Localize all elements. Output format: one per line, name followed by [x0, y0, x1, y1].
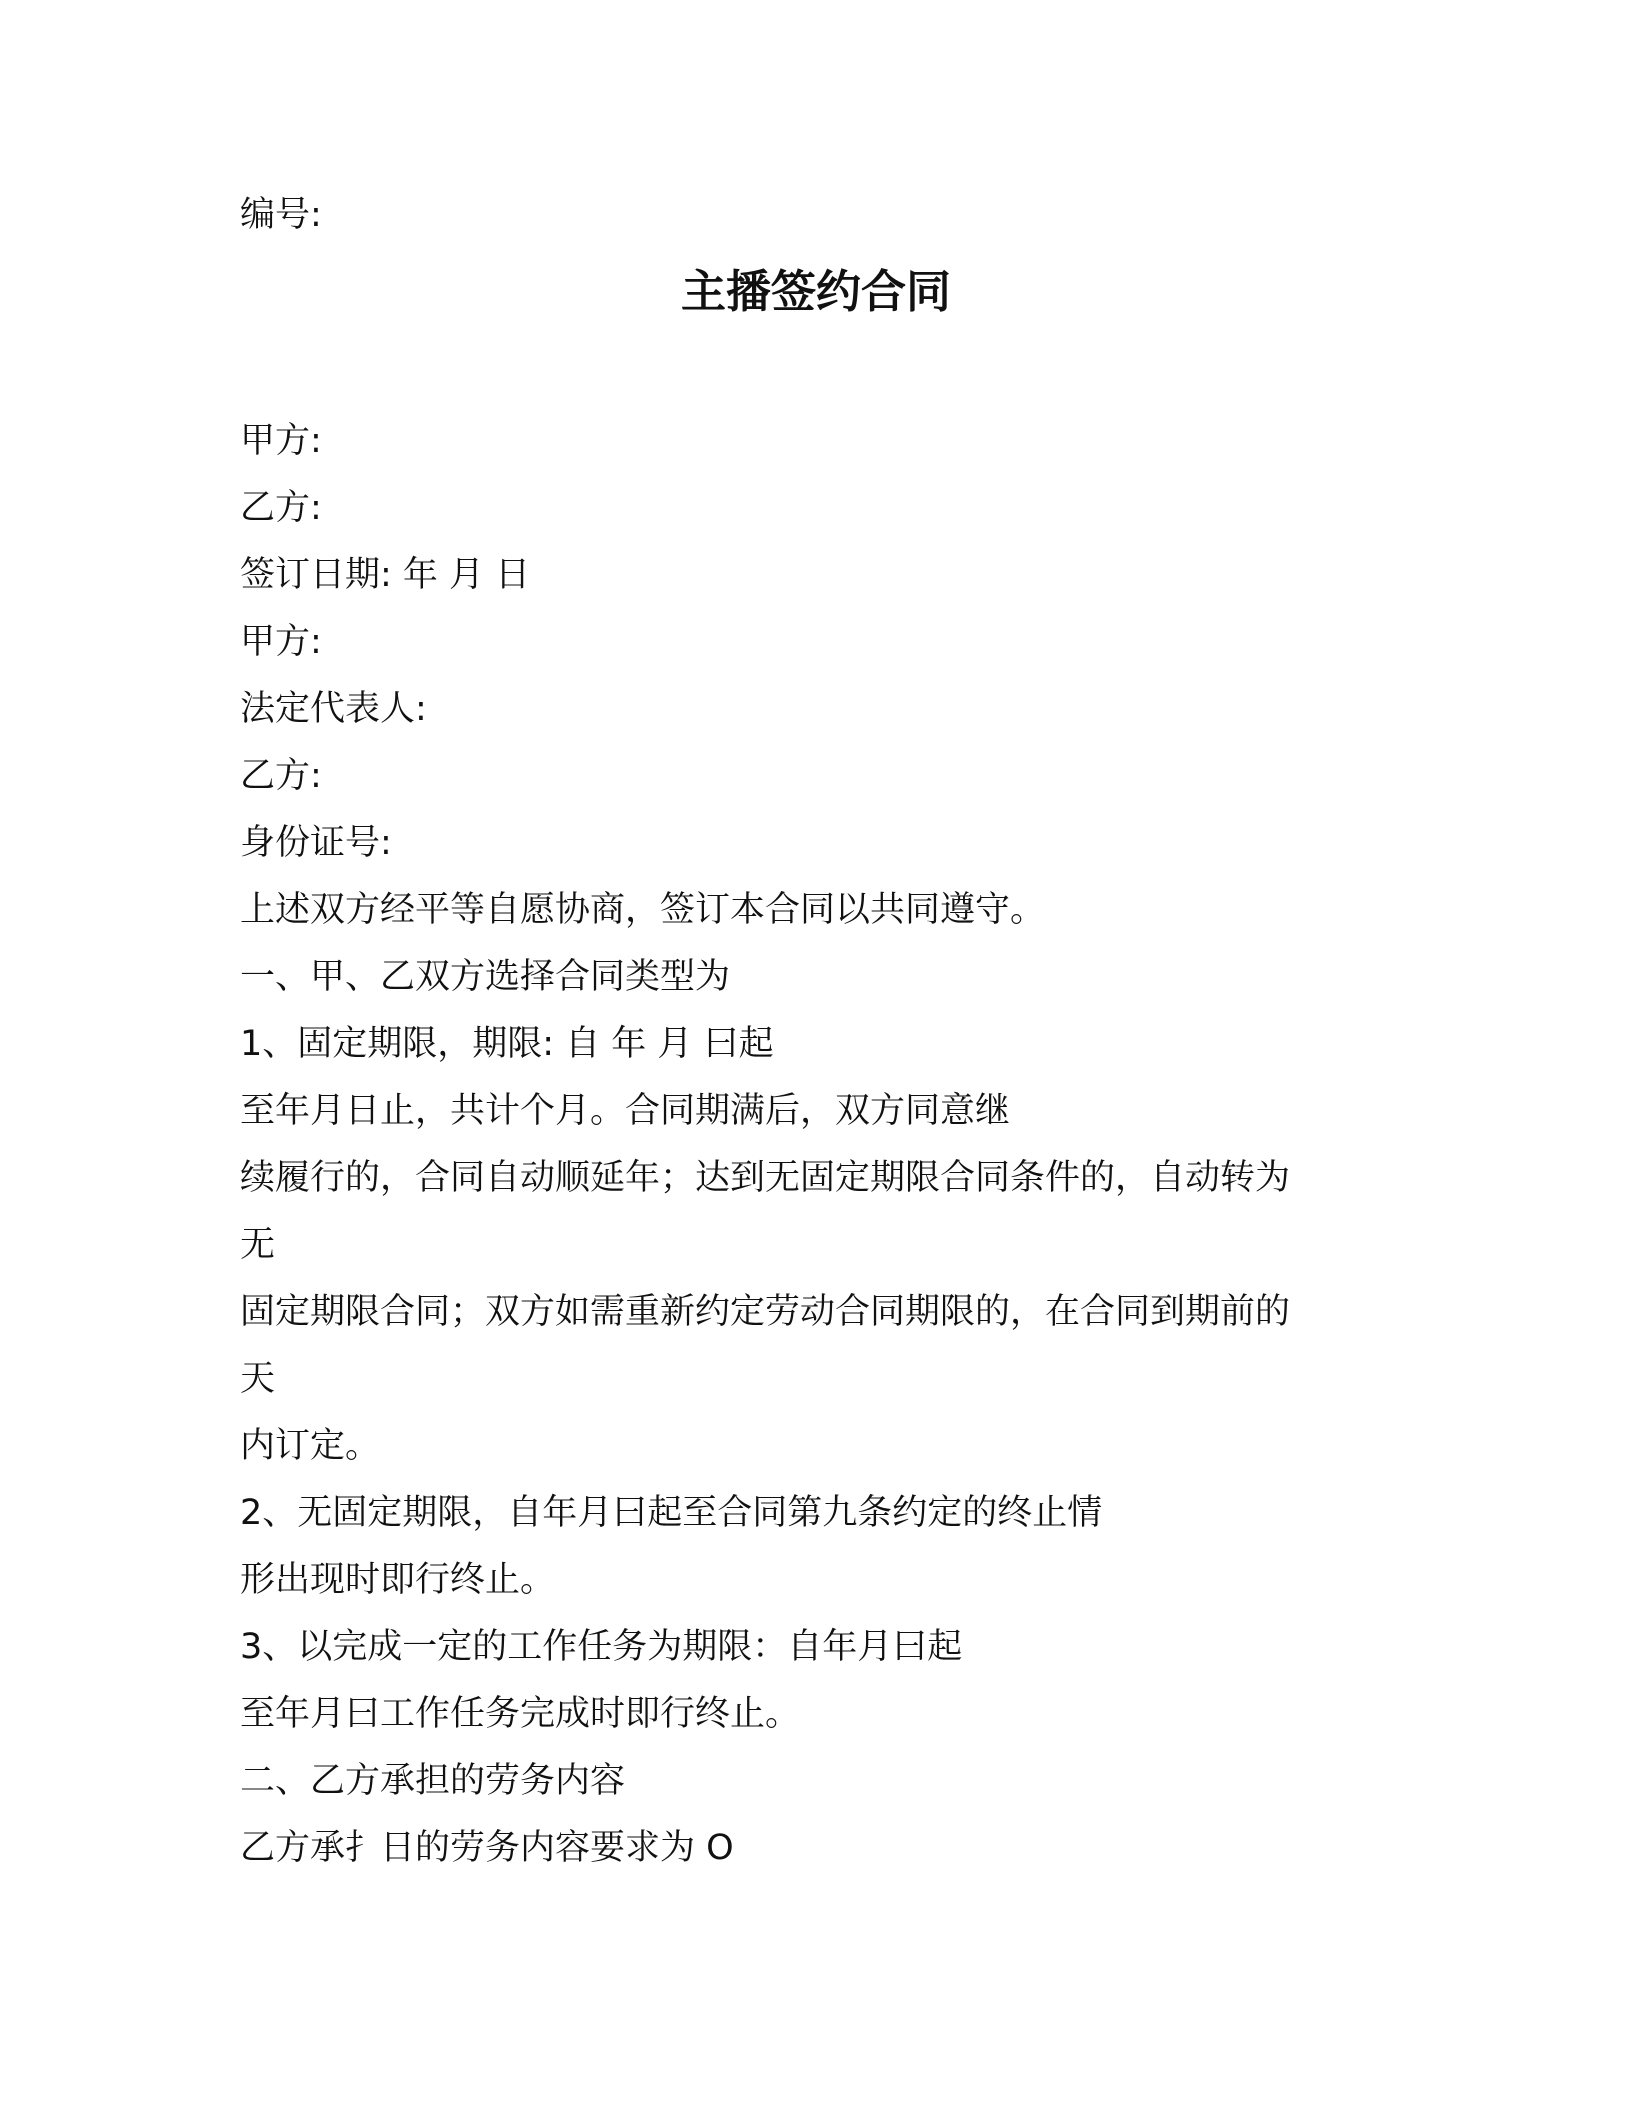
term-renegotiation-wrap-line: 天 [240, 1359, 276, 1399]
open-term-line: 2、无固定期限，自年月曰起至合同第九条约定的终止情 [240, 1493, 1103, 1533]
agreement-statement-line: 上述双方经平等自愿协商，签订本合同以共同遵守。 [240, 890, 1046, 930]
task-term-line: 3、以完成一定的工作任务为期限：自年月曰起 [240, 1627, 963, 1667]
document-title: 主播签约合同 [680, 265, 951, 318]
id-number-line: 身份证号: [240, 823, 392, 863]
open-term-end-line: 形出现时即行终止。 [240, 1560, 556, 1600]
task-term-end-line: 至年月曰工作任务完成时即行终止。 [240, 1694, 801, 1734]
party-a-line: 甲方: [240, 421, 322, 461]
document-body [240, 408, 1370, 1882]
section-two-heading: 二、乙方承担的劳务内容 [240, 1761, 626, 1801]
party-b-line: 乙方: [240, 488, 322, 528]
party-b-detail-line: 乙方: [240, 756, 322, 796]
section-one-heading: 一、甲、乙双方选择合同类型为 [240, 957, 731, 997]
fixed-term-line: 1、固定期限，期限: 自 年 月 曰起 [240, 1024, 774, 1064]
renewal-clause-wrap-line: 无 [240, 1225, 276, 1265]
legal-representative-line: 法定代表人: [240, 689, 427, 729]
renewal-clause-line: 续履行的，合同自动顺延年；达到无固定期限合同条件的，自动转为 [240, 1158, 1291, 1198]
signing-date-line: 签订日期: 年 月 日 [240, 555, 531, 595]
term-renegotiation-line: 固定期限合同；双方如需重新约定劳动合同期限的，在合同到期前的 [240, 1292, 1291, 1332]
service-content-line: 乙方承扌日的劳务内容要求为 O [240, 1828, 734, 1868]
fixed-term-continuation-line: 至年月日止，共计个月。合同期满后，双方同意继 [240, 1091, 1011, 1131]
party-a-detail-line: 甲方: [240, 622, 322, 662]
term-renegotiation-end-line: 内订定。 [240, 1426, 381, 1466]
document-number-label: 编号: [240, 195, 322, 235]
